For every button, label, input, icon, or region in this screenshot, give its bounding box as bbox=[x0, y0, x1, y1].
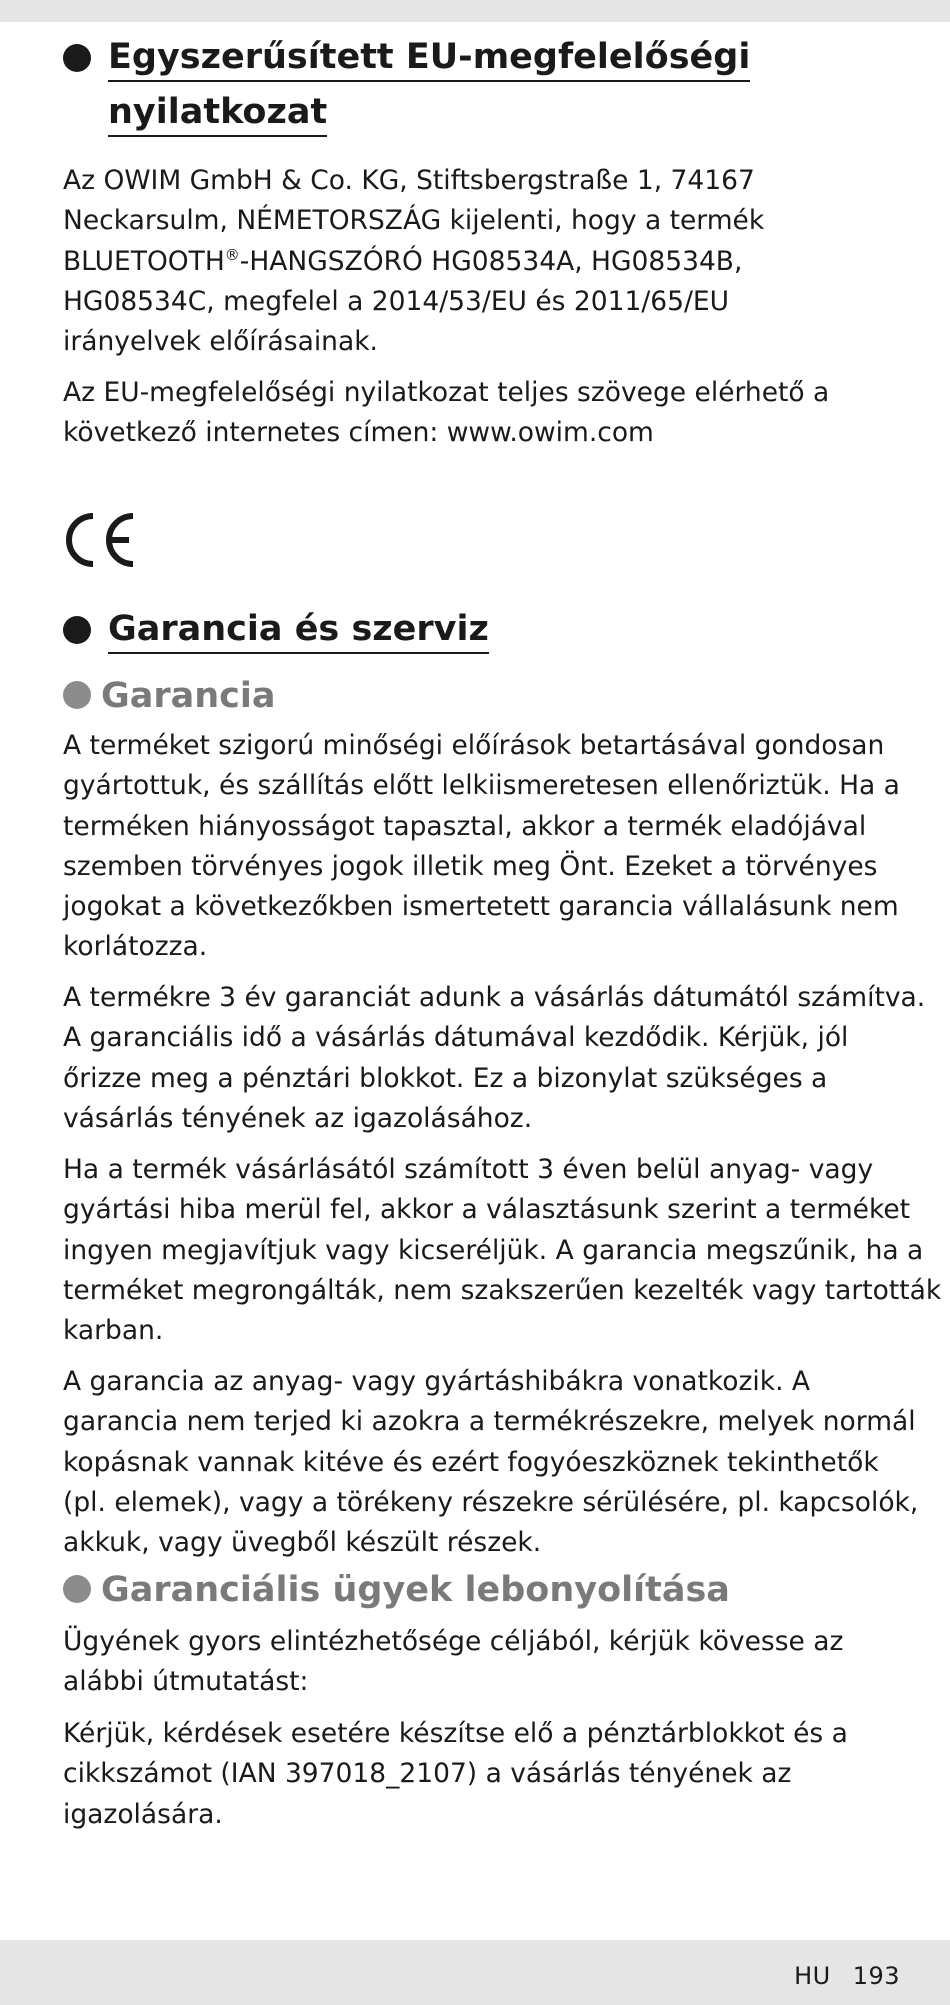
language-code: HU bbox=[794, 1962, 831, 1990]
warranty-process-subheading: Garanciális ügyek lebonyolítása bbox=[63, 1570, 730, 1610]
bullet-icon bbox=[63, 44, 91, 72]
process-paragraph-1: Ügyének gyors elintézhetősége céljából, kérjük kövesse az alábbi útmutatást: bbox=[63, 1626, 844, 1698]
declaration-paragraph-1: Az OWIM GmbH & Co. KG, Stiftsbergstraße 1, 74167 Neckarsulm, NÉMETORSZÁG kijelenti, hogy a termék BLUETOOTH®-HANGSZÓRÓ HG08534A, HG08534B, HG08534C, megfelel a 2014/53/EU és 2011/65/EU irányelvek előírásainak. bbox=[63, 165, 765, 358]
ce-mark-icon bbox=[63, 510, 139, 570]
bullet-icon bbox=[63, 681, 91, 709]
garancia-paragraph-1: A terméket szigorú minőségi előírások betartásával gondosan gyártottuk, és szállítás előtt lelkiismeretesen ellenőriztük. Ha a terméken hiányosságot tapasztal, akkor a termék eladójával szemben törvényes jogok illetik meg Önt. Ezeket a törvényes jogokat a következőkben ismertetett garancia vállalásunk nem korlátozza. bbox=[63, 730, 900, 963]
declaration-paragraph-2: Az EU-megfelelőségi nyilatkozat teljes szövege elérhető a következő internetes címen: www.owim.com bbox=[63, 377, 830, 449]
declaration-heading-line-2: nyilatkozat bbox=[108, 89, 327, 137]
registered-mark: ® bbox=[224, 245, 240, 264]
declaration-heading-line-1: Egyszerűsített EU-megfelelőségi bbox=[108, 34, 750, 82]
warranty-heading-text: Garancia és szerviz bbox=[108, 606, 489, 654]
bullet-icon bbox=[63, 1575, 91, 1603]
garancia-subheading: Garancia bbox=[63, 676, 276, 716]
bullet-icon bbox=[63, 616, 91, 644]
top-margin-band bbox=[0, 0, 950, 22]
garancia-paragraph-4: A garancia az anyag- vagy gyártáshibákra vonatkozik. A garancia nem terjed ki azokra a termékrészekre, melyek normál kopásnak vannak kitéve és ezért fogyóeszköznek tekinthetők (pl. elemek), vagy a törékeny részekre sérülésére, pl. kapcsolók, akkuk, vagy üvegből készült részek. bbox=[63, 1366, 919, 1559]
page-number: 193 bbox=[852, 1962, 900, 1990]
garancia-paragraph-3: Ha a termék vásárlásától számított 3 éven belül anyag- vagy gyártási hiba merül fel, akkor a választásunk szerint a terméket ingyen megjavítjuk vagy kicseréljük. A garancia megszűnik, ha a terméket megrongálták, nem szakszerűen kezelték vagy tartották karban. bbox=[63, 1154, 942, 1347]
garancia-paragraph-2: A termékre 3 év garanciát adunk a vásárlás dátumától számítva. A garanciális idő a vásárlás dátumával kezdődik. Kérjük, jól őrizze meg a pénztári blokkot. Ez a bizonylat szükséges a vásárlás tényének az igazolásához. bbox=[63, 982, 926, 1134]
process-paragraph-2: Kérjük, kérdések esetére készítse elő a pénztárblokkot és a cikkszámot (IAN 397018_2107) a vásárlás tényének az igazolására. bbox=[63, 1718, 848, 1830]
page-footer bbox=[794, 1962, 900, 1990]
